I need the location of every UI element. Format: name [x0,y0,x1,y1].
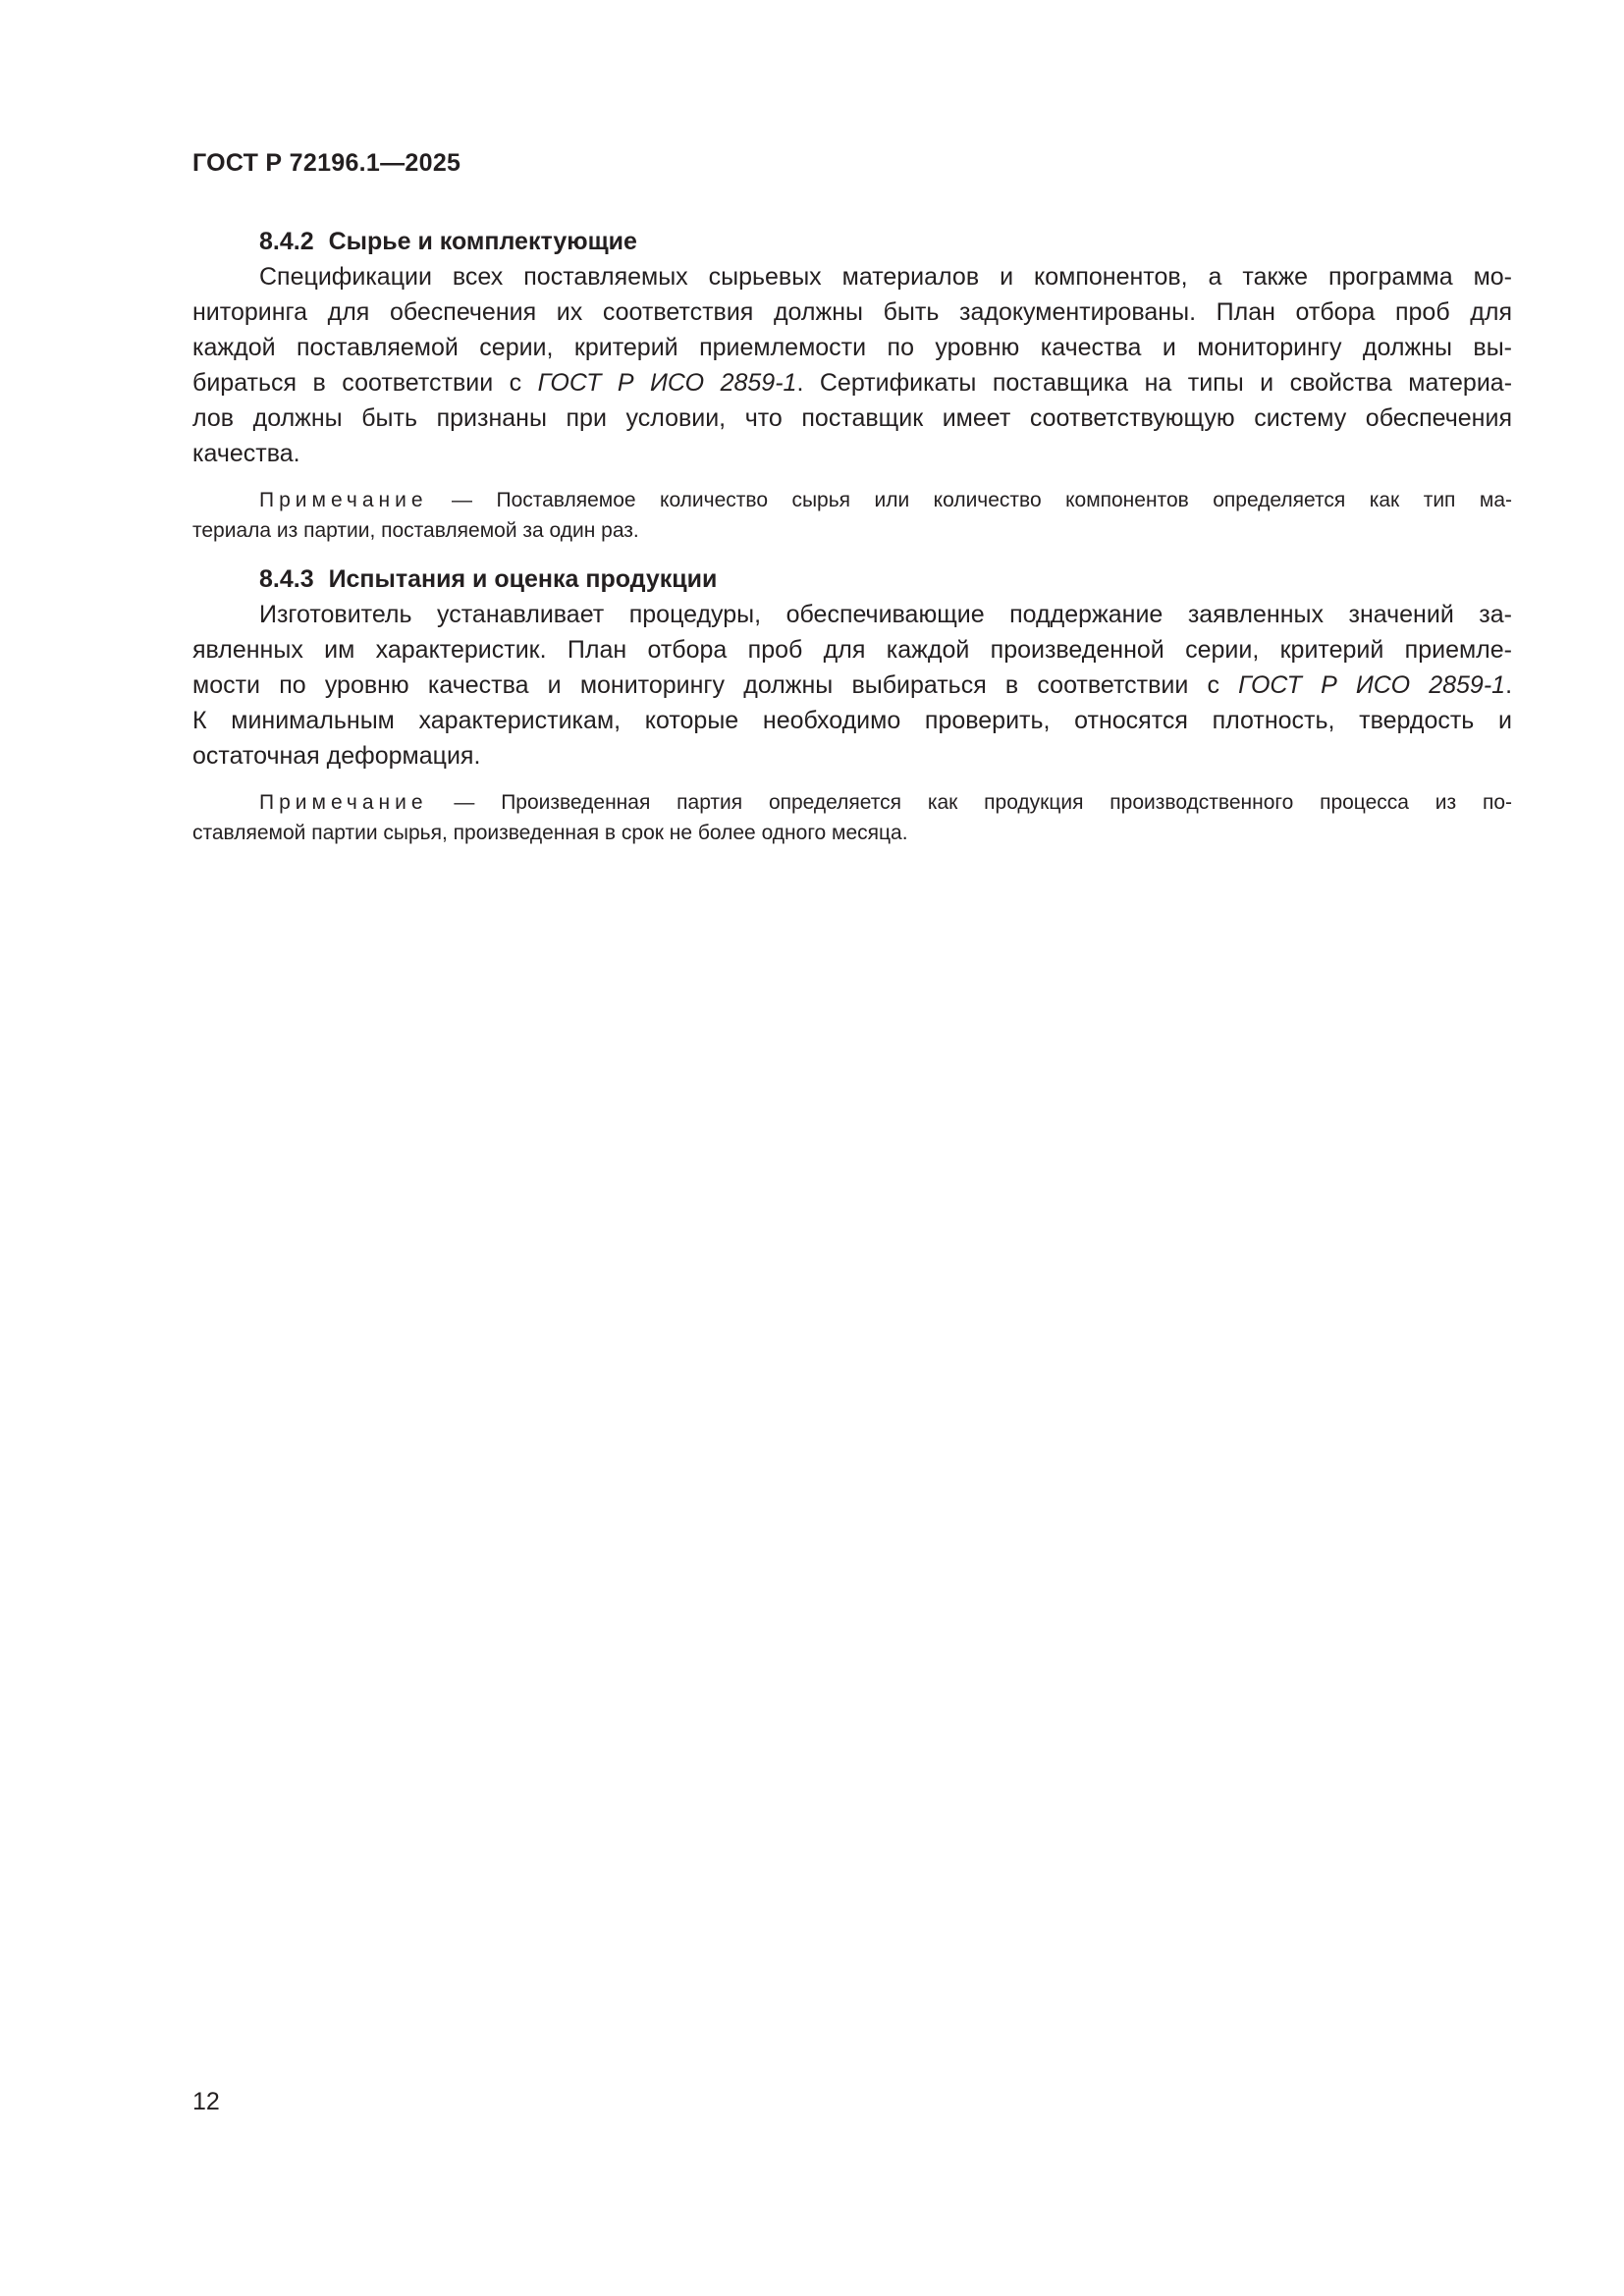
note-8-4-3 [192,787,1512,848]
paragraph-line [192,667,1512,703]
paragraph-line: явленных им характеристик. План отбора проб для каждой произведенной серии, критерий приемле- [192,636,1512,664]
paragraph-line-tail: . [1505,671,1513,699]
note-label: Примечание [259,489,428,511]
page-number: 12 [192,2088,220,2115]
paragraph-line: лов должны быть признаны при условии, что поставщик имеет соответствующую систему обеспечения [192,404,1512,432]
note-line [192,485,1512,515]
section-heading-8-4-3 [192,561,1512,597]
document-code-header: ГОСТ Р 72196.1—2025 [192,149,461,177]
paragraph-line-tail: . Сертификаты поставщика на типы и свойства материа- [796,369,1513,397]
section-8-4-3-paragraph [192,597,1512,774]
standard-reference: ГОСТ Р ИСО 2859-1 [537,369,797,397]
note-line: териала из партии, поставляемой за один раз. [192,519,639,542]
paragraph-line: остаточная деформация. [192,742,481,770]
section-title: Сырье и комплектующие [328,228,637,255]
paragraph-line: ниторинга для обеспечения их соответствия должны быть задокументированы. План отбора проб для [192,298,1512,326]
paragraph-line [192,365,1512,400]
section-heading-8-4-2 [192,224,1512,259]
paragraph-line-head: мости по уровню качества и мониторингу должны выбираться в соответствии с [192,671,1239,699]
section-number: 8.4.3 [259,565,314,593]
section-8-4-2-paragraph [192,259,1512,471]
note-label: Примечание [259,791,428,814]
paragraph-line: К минимальным характеристикам, которые необходимо проверить, относятся плотность, твердость и [192,707,1512,734]
paragraph-line-head: бираться в соответствии с [192,369,538,397]
page-content [192,224,1512,848]
paragraph-line: каждой поставляемой серии, критерий приемлемости по уровню качества и мониторингу должны вы- [192,334,1512,361]
paragraph-line: Спецификации всех поставляемых сырьевых материалов и компонентов, а также программа мо- [259,263,1512,291]
note-line: ставляемой партии сырья, произведенная в срок не более одного месяца. [192,822,908,844]
note-line [192,787,1512,818]
note-8-4-2 [192,485,1512,546]
paragraph-line: Изготовитель устанавливает процедуры, обеспечивающие поддержание заявленных значений за- [259,601,1512,628]
standard-reference: ГОСТ Р ИСО 2859-1 [1238,671,1506,699]
section-title: Испытания и оценка продукции [328,565,718,593]
note-text: — Поставляемое количество сырья или количество компонентов определяется как тип ма- [427,489,1512,511]
note-text: — Произведенная партия определяется как продукция производственного процесса из по- [427,791,1512,814]
paragraph-line: качества. [192,440,300,467]
section-number: 8.4.2 [259,228,314,255]
